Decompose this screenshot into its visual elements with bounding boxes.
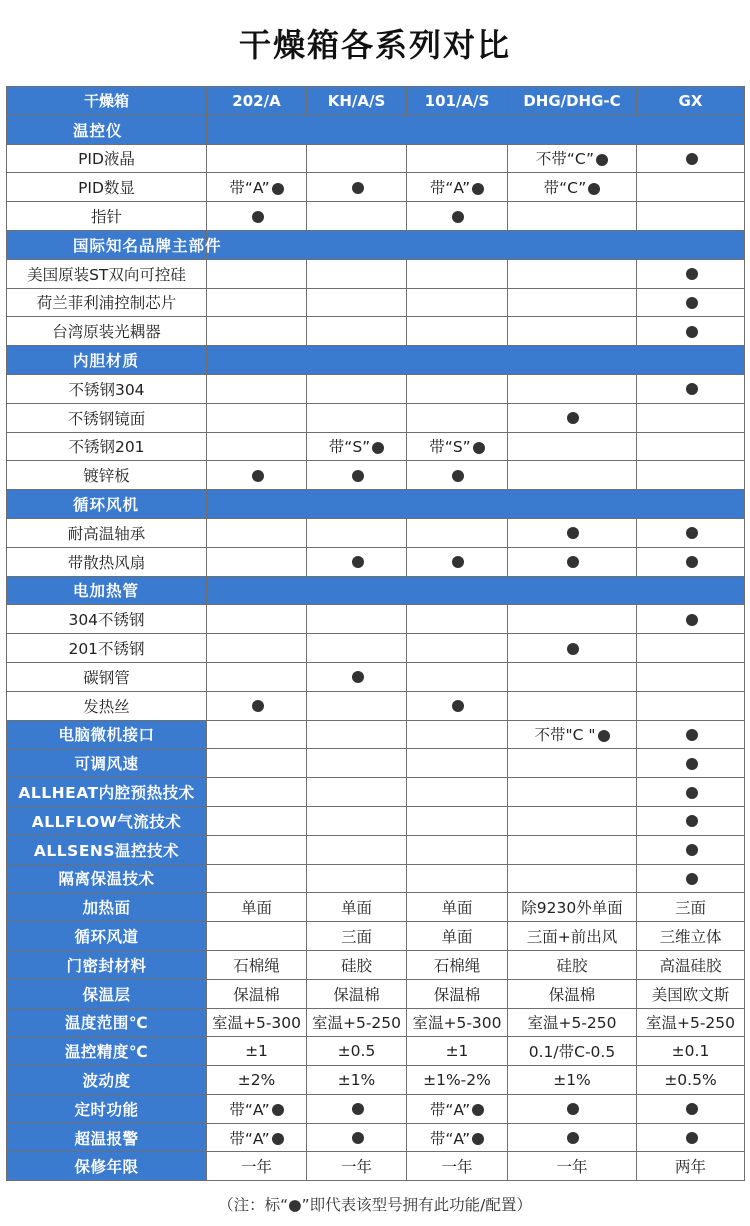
section-label: 循环风机: [7, 490, 207, 519]
row-label: 可调风速: [7, 749, 207, 778]
table-cell: 带“S”: [407, 432, 508, 461]
table-cell: [508, 317, 637, 346]
table-cell: [207, 864, 307, 893]
table-cell: [307, 1094, 407, 1123]
table-cell: [637, 662, 745, 691]
table-cell: [637, 634, 745, 663]
table-cell: 保温棉: [307, 979, 407, 1008]
table-cell: [307, 691, 407, 720]
table-cell: [407, 144, 508, 173]
table-cell: 石棉绳: [207, 950, 307, 979]
row-label: 带散热风扇: [7, 547, 207, 576]
table-cell: [307, 749, 407, 778]
table-cell: ±0.5%: [637, 1066, 745, 1095]
table-cell: [637, 518, 745, 547]
table-row: [7, 691, 745, 720]
feature-dot-icon: [686, 556, 698, 568]
table-row: [7, 1094, 745, 1123]
feature-dot-icon: [452, 700, 464, 712]
table-row: [7, 288, 745, 317]
table-row: [7, 922, 745, 951]
table-row: [7, 749, 745, 778]
feature-dot-icon: [567, 1103, 579, 1115]
table-cell: [307, 634, 407, 663]
row-label: 镀锌板: [7, 461, 207, 490]
feature-dot-icon: [352, 556, 364, 568]
row-label: PID数显: [7, 173, 207, 202]
feature-dot-icon: [686, 815, 698, 827]
row-label: 不锈钢201: [7, 432, 207, 461]
row-label: 荷兰菲利浦控制芯片: [7, 288, 207, 317]
table-cell: [307, 835, 407, 864]
table-cell: [407, 461, 508, 490]
table-cell: [407, 835, 508, 864]
table-cell: 单面: [307, 893, 407, 922]
table-cell: [207, 547, 307, 576]
row-label: 发热丝: [7, 691, 207, 720]
feature-dot-icon: [472, 183, 484, 195]
row-label: 超温报警: [7, 1123, 207, 1152]
feature-dot-icon: [598, 730, 610, 742]
table-cell: [637, 1123, 745, 1152]
feature-dot-icon: [473, 442, 485, 454]
row-label: 指针: [7, 202, 207, 231]
table-cell: [307, 461, 407, 490]
feature-dot-icon: [272, 1104, 284, 1116]
table-row: [7, 864, 745, 893]
feature-dot-icon: [686, 1132, 698, 1144]
feature-dot-icon: [352, 671, 364, 683]
table-cell: [637, 720, 745, 749]
section-fill: [207, 490, 745, 519]
table-cell: 保温棉: [508, 979, 637, 1008]
table-row: [7, 662, 745, 691]
table-row: [7, 1123, 745, 1152]
table-cell: 硅胶: [508, 950, 637, 979]
table-cell: [207, 778, 307, 807]
table-cell: 一年: [307, 1152, 407, 1181]
row-label: 温控精度℃: [7, 1037, 207, 1066]
table-cell: 保温棉: [407, 979, 508, 1008]
table-cell: [637, 173, 745, 202]
table-cell: [508, 518, 637, 547]
table-row: [7, 778, 745, 807]
table-cell: [508, 259, 637, 288]
table-cell: [407, 403, 508, 432]
table-cell: [307, 202, 407, 231]
feature-dot-icon: [567, 527, 579, 539]
row-label: PID液晶: [7, 144, 207, 173]
table-cell: [508, 202, 637, 231]
table-cell: [207, 662, 307, 691]
table-row: [7, 547, 745, 576]
table-row: [7, 1008, 745, 1037]
table-cell: [307, 605, 407, 634]
table-cell: 带“S”: [307, 432, 407, 461]
header-cell: DHG/DHG-C: [508, 87, 637, 116]
feature-dot-icon: [686, 153, 698, 165]
table-cell: ±1%: [508, 1066, 637, 1095]
section-row: [7, 490, 745, 519]
table-row: [7, 634, 745, 663]
table-row: [7, 893, 745, 922]
row-label: 温度范围℃: [7, 1008, 207, 1037]
feature-dot-icon: [252, 700, 264, 712]
table-cell: 室温+5-250: [307, 1008, 407, 1037]
table-cell: [637, 144, 745, 173]
table-cell: [637, 864, 745, 893]
section-label: 温控仪: [7, 115, 207, 144]
table-cell: [508, 374, 637, 403]
table-row: [7, 202, 745, 231]
feature-dot-icon: [272, 1133, 284, 1145]
table-cell: 带“A”: [407, 173, 508, 202]
row-label: 加热面: [7, 893, 207, 922]
table-cell: [637, 403, 745, 432]
table-cell: [407, 662, 508, 691]
table-cell: [307, 864, 407, 893]
row-label: 循环风道: [7, 922, 207, 951]
row-label: 不锈钢镜面: [7, 403, 207, 432]
table-body: [7, 115, 745, 1180]
table-cell: [207, 922, 307, 951]
table-cell: 三面: [307, 922, 407, 951]
table-cell: 带“A”: [207, 1094, 307, 1123]
comparison-table: [6, 86, 745, 1181]
table-row: [7, 979, 745, 1008]
table-cell: [407, 778, 508, 807]
table-row: [7, 144, 745, 173]
feature-dot-icon: [686, 873, 698, 885]
table-cell: [407, 288, 508, 317]
table-row: [7, 605, 745, 634]
table-cell: [637, 259, 745, 288]
table-cell: 带“A”: [407, 1094, 508, 1123]
feature-dot-icon: [686, 527, 698, 539]
header-cell: 101/A/S: [407, 87, 508, 116]
header-cell: KH/A/S: [307, 87, 407, 116]
row-label: 隔离保温技术: [7, 864, 207, 893]
table-cell: [508, 806, 637, 835]
feature-dot-icon: [372, 442, 384, 454]
feature-dot-icon: [686, 268, 698, 280]
feature-dot-icon: [686, 614, 698, 626]
table-cell: [207, 605, 307, 634]
table-cell: [207, 317, 307, 346]
feature-dot-icon: [452, 211, 464, 223]
table-cell: [637, 288, 745, 317]
header-row: [7, 87, 745, 116]
section-fill: [207, 115, 745, 144]
table-cell: 单面: [407, 893, 508, 922]
table-cell: [207, 288, 307, 317]
table-cell: 一年: [407, 1152, 508, 1181]
row-label: 定时功能: [7, 1094, 207, 1123]
table-cell: 单面: [207, 893, 307, 922]
section-fill: [207, 230, 745, 259]
section-fill: [207, 346, 745, 375]
table-cell: [207, 202, 307, 231]
feature-dot-icon: [686, 787, 698, 799]
table-row: [7, 173, 745, 202]
table-cell: 带“A”: [407, 1123, 508, 1152]
feature-dot-icon: [567, 1132, 579, 1144]
table-cell: [207, 720, 307, 749]
table-cell: 不带“C”: [508, 144, 637, 173]
row-label: ALLSENS温控技术: [7, 835, 207, 864]
table-cell: [407, 806, 508, 835]
table-cell: 美国欧文斯: [637, 979, 745, 1008]
table-cell: 一年: [508, 1152, 637, 1181]
header-cell: 干燥箱: [7, 87, 207, 116]
table-cell: [407, 547, 508, 576]
table-cell: 硅胶: [307, 950, 407, 979]
table-cell: [637, 749, 745, 778]
table-cell: 三维立体: [637, 922, 745, 951]
table-cell: [637, 461, 745, 490]
table-cell: [407, 374, 508, 403]
feature-dot-icon: [352, 182, 364, 194]
table-cell: [207, 835, 307, 864]
table-row: [7, 806, 745, 835]
table-cell: [637, 432, 745, 461]
table-cell: [307, 288, 407, 317]
table-cell: ±2%: [207, 1066, 307, 1095]
table-row: [7, 950, 745, 979]
feature-dot-icon: [352, 1103, 364, 1115]
feature-dot-icon: [452, 470, 464, 482]
row-label: ALLHEAT内腔预热技术: [7, 778, 207, 807]
table-cell: [508, 1123, 637, 1152]
table-cell: [307, 144, 407, 173]
table-cell: [207, 403, 307, 432]
table-cell: 0.1/带C-0.5: [508, 1037, 637, 1066]
feature-dot-icon: [472, 1133, 484, 1145]
table-cell: [637, 835, 745, 864]
table-cell: 单面: [407, 922, 508, 951]
table-row: [7, 461, 745, 490]
table-cell: [637, 605, 745, 634]
table-cell: [637, 547, 745, 576]
table-cell: [407, 259, 508, 288]
table-row: [7, 317, 745, 346]
table-row: [7, 374, 745, 403]
table-cell: [207, 691, 307, 720]
feature-dot-icon: [686, 326, 698, 338]
table-cell: 室温+5-300: [407, 1008, 508, 1037]
feature-dot-icon: [686, 729, 698, 741]
table-cell: [307, 720, 407, 749]
row-label: 保温层: [7, 979, 207, 1008]
table-cell: ±0.1: [637, 1037, 745, 1066]
table-cell: 不带"C ": [508, 720, 637, 749]
feature-dot-icon: [686, 844, 698, 856]
table-cell: [307, 547, 407, 576]
section-fill: [207, 576, 745, 605]
table-cell: [207, 259, 307, 288]
table-cell: 室温+5-250: [508, 1008, 637, 1037]
table-cell: [407, 749, 508, 778]
row-label: 不锈钢304: [7, 374, 207, 403]
table-cell: [307, 778, 407, 807]
table-cell: [207, 518, 307, 547]
header-cell: 202/A: [207, 87, 307, 116]
table-cell: 保温棉: [207, 979, 307, 1008]
feature-dot-icon: [472, 1104, 484, 1116]
section-label: 内胆材质: [7, 346, 207, 375]
table-cell: ±1%-2%: [407, 1066, 508, 1095]
table-cell: [207, 634, 307, 663]
table-cell: 高温硅胶: [637, 950, 745, 979]
table-cell: 室温+5-250: [637, 1008, 745, 1037]
table-row: [7, 518, 745, 547]
feature-dot-icon: [352, 470, 364, 482]
section-label: 电加热管: [7, 576, 207, 605]
table-cell: [207, 432, 307, 461]
table-row: [7, 1152, 745, 1181]
table-cell: 带“C”: [508, 173, 637, 202]
feature-dot-icon: [567, 412, 579, 424]
table-cell: 除9230外单面: [508, 893, 637, 922]
table-cell: [508, 403, 637, 432]
feature-dot-icon: [252, 470, 264, 482]
table-cell: [407, 605, 508, 634]
table-cell: [508, 864, 637, 893]
feature-dot-icon: [588, 183, 600, 195]
table-cell: [407, 720, 508, 749]
row-label: 304不锈钢: [7, 605, 207, 634]
table-cell: [307, 806, 407, 835]
table-cell: 室温+5-300: [207, 1008, 307, 1037]
table-cell: ±1: [207, 1037, 307, 1066]
row-label: 201不锈钢: [7, 634, 207, 663]
row-label: 门密封材料: [7, 950, 207, 979]
table-row: [7, 432, 745, 461]
table-cell: [508, 288, 637, 317]
table-cell: [407, 317, 508, 346]
table-cell: [508, 461, 637, 490]
table-cell: [207, 749, 307, 778]
table-cell: [407, 518, 508, 547]
table-cell: [508, 1094, 637, 1123]
row-label: 美国原装ST双向可控硅: [7, 259, 207, 288]
feature-dot-icon: [452, 556, 464, 568]
table-row: [7, 1037, 745, 1066]
table-cell: 三面+前出风: [508, 922, 637, 951]
table-cell: [637, 691, 745, 720]
row-label: 台湾原装光耦器: [7, 317, 207, 346]
table-cell: 一年: [207, 1152, 307, 1181]
table-row: [7, 1066, 745, 1095]
table-row: [7, 259, 745, 288]
table-cell: [307, 662, 407, 691]
row-label: 保修年限: [7, 1152, 207, 1181]
footnote: （注：标“●”即代表该型号拥有此功能/配置）: [218, 1196, 532, 1214]
table-cell: [207, 461, 307, 490]
section-row: [7, 115, 745, 144]
feature-dot-icon: [567, 556, 579, 568]
table-cell: [307, 317, 407, 346]
feature-dot-icon: [686, 758, 698, 770]
feature-dot-icon: [567, 643, 579, 655]
table-cell: [637, 317, 745, 346]
table-cell: [207, 806, 307, 835]
section-row: [7, 230, 745, 259]
table-cell: [307, 518, 407, 547]
table-cell: [407, 202, 508, 231]
feature-dot-icon: [686, 297, 698, 309]
table-cell: [508, 749, 637, 778]
table-cell: 三面: [637, 893, 745, 922]
table-cell: [508, 547, 637, 576]
table-cell: [508, 835, 637, 864]
row-label: ALLFLOW气流技术: [7, 806, 207, 835]
header-cell: GX: [637, 87, 745, 116]
row-label: 波动度: [7, 1066, 207, 1095]
table-cell: [407, 864, 508, 893]
table-row: [7, 835, 745, 864]
table-cell: [508, 634, 637, 663]
table-row: [7, 720, 745, 749]
table-row: [7, 403, 745, 432]
table-cell: 两年: [637, 1152, 745, 1181]
table-cell: 带“A”: [207, 1123, 307, 1152]
table-cell: [508, 691, 637, 720]
page-title: 干燥箱各系列对比: [238, 26, 511, 64]
row-label: 碳钢管: [7, 662, 207, 691]
table-cell: [508, 432, 637, 461]
table-cell: [307, 1123, 407, 1152]
table-cell: ±1%: [307, 1066, 407, 1095]
table-cell: ±1: [407, 1037, 508, 1066]
feature-dot-icon: [686, 1103, 698, 1115]
table-cell: [637, 1094, 745, 1123]
table-cell: [637, 374, 745, 403]
table-cell: [508, 662, 637, 691]
table-cell: [207, 144, 307, 173]
section-label: 国际知名品牌主部件: [7, 230, 207, 259]
feature-dot-icon: [352, 1132, 364, 1144]
row-label: 电脑微机接口: [7, 720, 207, 749]
table-cell: [307, 403, 407, 432]
table-cell: ±0.5: [307, 1037, 407, 1066]
table-cell: [508, 605, 637, 634]
feature-dot-icon: [596, 154, 608, 166]
table-cell: 带“A”: [207, 173, 307, 202]
table-cell: [407, 691, 508, 720]
table-cell: [307, 374, 407, 403]
table-cell: 石棉绳: [407, 950, 508, 979]
table-cell: [307, 259, 407, 288]
table-cell: [207, 374, 307, 403]
row-label: 耐高温轴承: [7, 518, 207, 547]
section-row: [7, 346, 745, 375]
feature-dot-icon: [686, 383, 698, 395]
section-row: [7, 576, 745, 605]
table-cell: [637, 806, 745, 835]
table-cell: [637, 202, 745, 231]
feature-dot-icon: [252, 211, 264, 223]
table-cell: [307, 173, 407, 202]
table-cell: [637, 778, 745, 807]
table-cell: [508, 778, 637, 807]
table-cell: [407, 634, 508, 663]
feature-dot-icon: [272, 183, 284, 195]
